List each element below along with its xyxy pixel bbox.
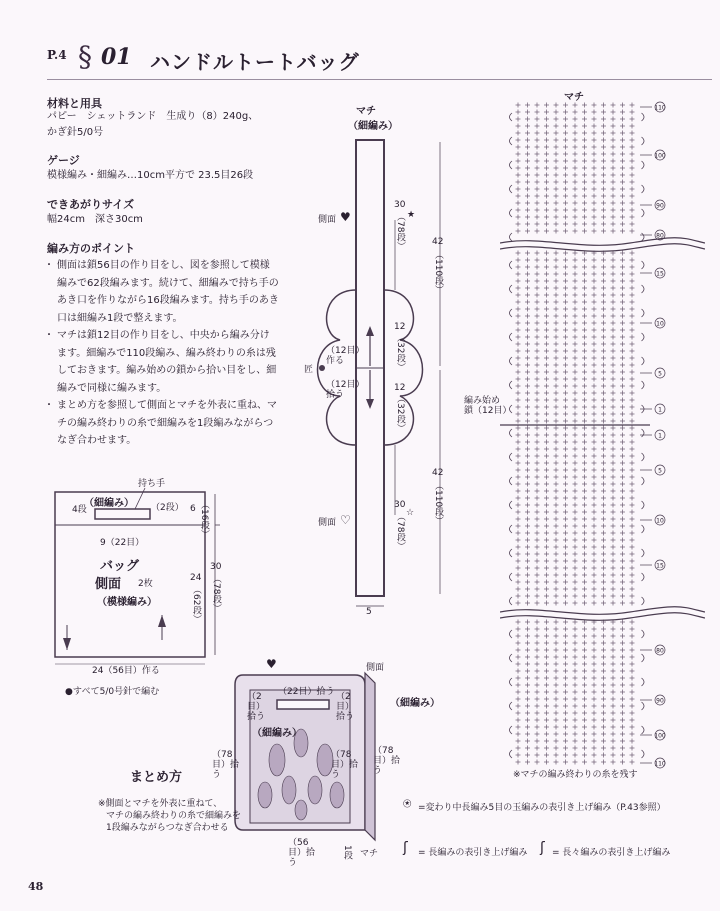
bag-left-top: 4段 bbox=[72, 505, 87, 515]
page-number: 48 bbox=[28, 880, 44, 893]
row-mark: 100 bbox=[654, 152, 666, 160]
crochet-chart bbox=[500, 95, 705, 775]
bag-note: ●すべて5/0号針で編む bbox=[65, 687, 160, 697]
tr-post-icon: ʃ bbox=[540, 840, 545, 856]
bag-right-top: （2段） bbox=[151, 503, 184, 513]
legend-item2: = 長編みの表引き上げ編み bbox=[418, 848, 528, 858]
gusset-mid-rows: （32段） bbox=[395, 333, 405, 372]
header-divider bbox=[47, 79, 712, 80]
gusset-total-rows: （110段） bbox=[433, 250, 443, 295]
legend-item3: = 長々編みの表引き上げ編み bbox=[552, 848, 671, 858]
gusset-pick-label: （12目）拾う bbox=[326, 380, 360, 400]
bobble-stitch-icon: ⍟ bbox=[403, 796, 412, 812]
list-item: ・ 側面は鎖56目の作り目をし、図を参照して模様編みで62段編みます。続けて、細編みで持ち手のあき口を作りながら16段編みます。持ち手のあき口は細編み1段で整えます。 bbox=[47, 257, 279, 327]
bag-height-body: 24 bbox=[190, 573, 202, 583]
assembly-right-2: （2目）拾う bbox=[336, 692, 355, 722]
gusset-bottom-rows: （78段） bbox=[395, 512, 405, 551]
assembly-note3: 1段編みながらつなぎ合わせる bbox=[106, 823, 229, 833]
assembly-sc-label: （細編み） bbox=[390, 698, 440, 709]
bag-title2: 側面 bbox=[95, 577, 122, 592]
list-item: ・ マチは鎖12目の作り目をし、中央から編み分けます。細編みで110段編み、編み終わりの糸は残しておきます。編み始めの鎖から拾い目をし、細編みで同様に編みます。 bbox=[47, 327, 279, 397]
gusset-upper-len: 30 bbox=[394, 200, 406, 210]
list-item: ・ まとめ方を参照して側面とマチを外表に重ね、マチの編み終わりの糸で細編みを1段編みながらつなぎ合わせます。 bbox=[47, 397, 279, 450]
bag-bottom-label: 24（56目）作る bbox=[92, 666, 160, 676]
gusset-mid-len2: 12 bbox=[394, 383, 406, 393]
row-mark: 1 bbox=[658, 432, 662, 440]
assembly-gusset: マチ bbox=[360, 849, 379, 859]
materials-heading: 材料と用具 bbox=[47, 97, 102, 110]
row-mark: 5 bbox=[658, 467, 662, 475]
assembly-title: まとめ方 bbox=[130, 770, 183, 785]
assembly-left-2: （2目）拾う bbox=[247, 692, 266, 722]
gusset-lower-len: 42 bbox=[432, 468, 444, 478]
bag-height-total: 30 bbox=[210, 562, 222, 572]
chart-note: ※マチの編み終わりの糸を残す bbox=[513, 770, 638, 780]
heart-outline-icon: ♡ bbox=[340, 513, 351, 527]
pattern-number: 01 bbox=[101, 44, 132, 70]
bag-title1: バッグ bbox=[100, 559, 140, 574]
materials-line2: かぎ針5/0号 bbox=[47, 127, 104, 138]
star-icon: ★ bbox=[407, 210, 416, 220]
gusset-make-label: （12目）作る bbox=[326, 346, 360, 366]
row-mark: 90 bbox=[656, 697, 664, 705]
assembly-bottom-56: （56目）拾う bbox=[288, 838, 316, 868]
gusset-side-bottom: 側面 bbox=[318, 518, 337, 528]
chart-start-sts: 鎖（12目） bbox=[464, 406, 512, 416]
assembly-left-78: （78目）拾う bbox=[212, 750, 240, 780]
size-text: 幅24cm 深さ30cm bbox=[47, 214, 143, 225]
gusset-mid-len: 12 bbox=[394, 322, 406, 332]
assembly-right-78b: （78目）拾う bbox=[373, 746, 401, 776]
gusset-center-label: 匠 bbox=[304, 365, 314, 375]
row-mark: 110 bbox=[654, 104, 666, 112]
section-mark-icon: § bbox=[78, 40, 92, 73]
bag-count: 2枚 bbox=[138, 579, 153, 589]
row-mark: 5 bbox=[658, 370, 662, 378]
heart-icon: ♥ bbox=[340, 210, 351, 224]
page-label: P.4 bbox=[47, 48, 67, 62]
row-mark: 80 bbox=[656, 232, 664, 240]
assembly-right-78a: （78目）拾う bbox=[331, 750, 359, 780]
star-outline-icon: ☆ bbox=[406, 508, 415, 518]
bag-height-body-rows: （62段） bbox=[191, 585, 201, 624]
row-mark: 15 bbox=[656, 270, 664, 278]
row-mark: 100 bbox=[654, 732, 666, 740]
assembly-bottom-1: 1段 bbox=[342, 845, 352, 860]
row-mark: 10 bbox=[656, 320, 664, 328]
gusset-mid-rows2: （32段） bbox=[395, 394, 405, 433]
row-mark: 110 bbox=[654, 760, 666, 768]
gusset-side-top: 側面 bbox=[318, 215, 337, 225]
bag-right-side-top: （16段） bbox=[199, 500, 209, 539]
gusset-lower-rows: （110段） bbox=[433, 481, 443, 526]
gusset-width: 5 bbox=[366, 607, 372, 617]
gauge-text: 模様編み・細編み…10cm平方で 23.5目26段 bbox=[47, 170, 254, 181]
gusset-upper-rows: （78段） bbox=[395, 212, 405, 251]
materials-line1: パピー シェットランド 生成り（8）240g、 bbox=[47, 111, 259, 122]
row-mark: 1 bbox=[658, 406, 662, 414]
row-mark: 90 bbox=[656, 202, 664, 210]
assembly-note2: マチの編み終わりの糸で細編みを bbox=[106, 811, 242, 821]
gusset-total-len: 42 bbox=[432, 237, 444, 247]
page-title: ハンドルトートバッグ bbox=[150, 50, 360, 74]
gusset-bottom-len: 30 bbox=[394, 500, 406, 510]
bag-center-sts: 9（22目） bbox=[100, 538, 145, 548]
assembly-side-label: 側面 bbox=[366, 663, 385, 673]
bag-height-total-rows: （78段） bbox=[211, 574, 221, 613]
assembly-sts-22: （22目）拾う bbox=[278, 687, 335, 697]
gauge-heading: ゲージ bbox=[47, 154, 80, 167]
size-heading: できあがりサイズ bbox=[47, 198, 135, 211]
gusset-outline bbox=[300, 130, 450, 620]
gusset-title: マチ bbox=[356, 106, 376, 117]
bag-right-side-top-num: 6 bbox=[190, 504, 196, 514]
row-mark: 10 bbox=[656, 517, 664, 525]
chart-title: マチ bbox=[564, 92, 584, 103]
assembly-note1: ※側面とマチを外表に重ねて、 bbox=[98, 799, 223, 809]
row-mark: 80 bbox=[656, 647, 664, 655]
points-heading: 編み方のポイント bbox=[47, 242, 135, 255]
gusset-subtitle: （細編み） bbox=[348, 121, 398, 132]
row-mark: 15 bbox=[656, 562, 664, 570]
bag-top-label: （細編み） bbox=[84, 498, 134, 509]
dc-post-icon: ʃ bbox=[403, 840, 408, 856]
handle-label: 持ち手 bbox=[138, 479, 166, 489]
bag-pattern: （模様編み） bbox=[97, 597, 157, 608]
chart-start-label: 編み始め bbox=[464, 396, 501, 406]
heart-icon: ♥ bbox=[266, 657, 277, 671]
assembly-sc-inner: （細編み） bbox=[252, 728, 302, 739]
points-list bbox=[47, 257, 279, 450]
legend-item1: =変わり中長編み5目の玉編みの表引き上げ編み（P.43参照） bbox=[418, 803, 666, 813]
